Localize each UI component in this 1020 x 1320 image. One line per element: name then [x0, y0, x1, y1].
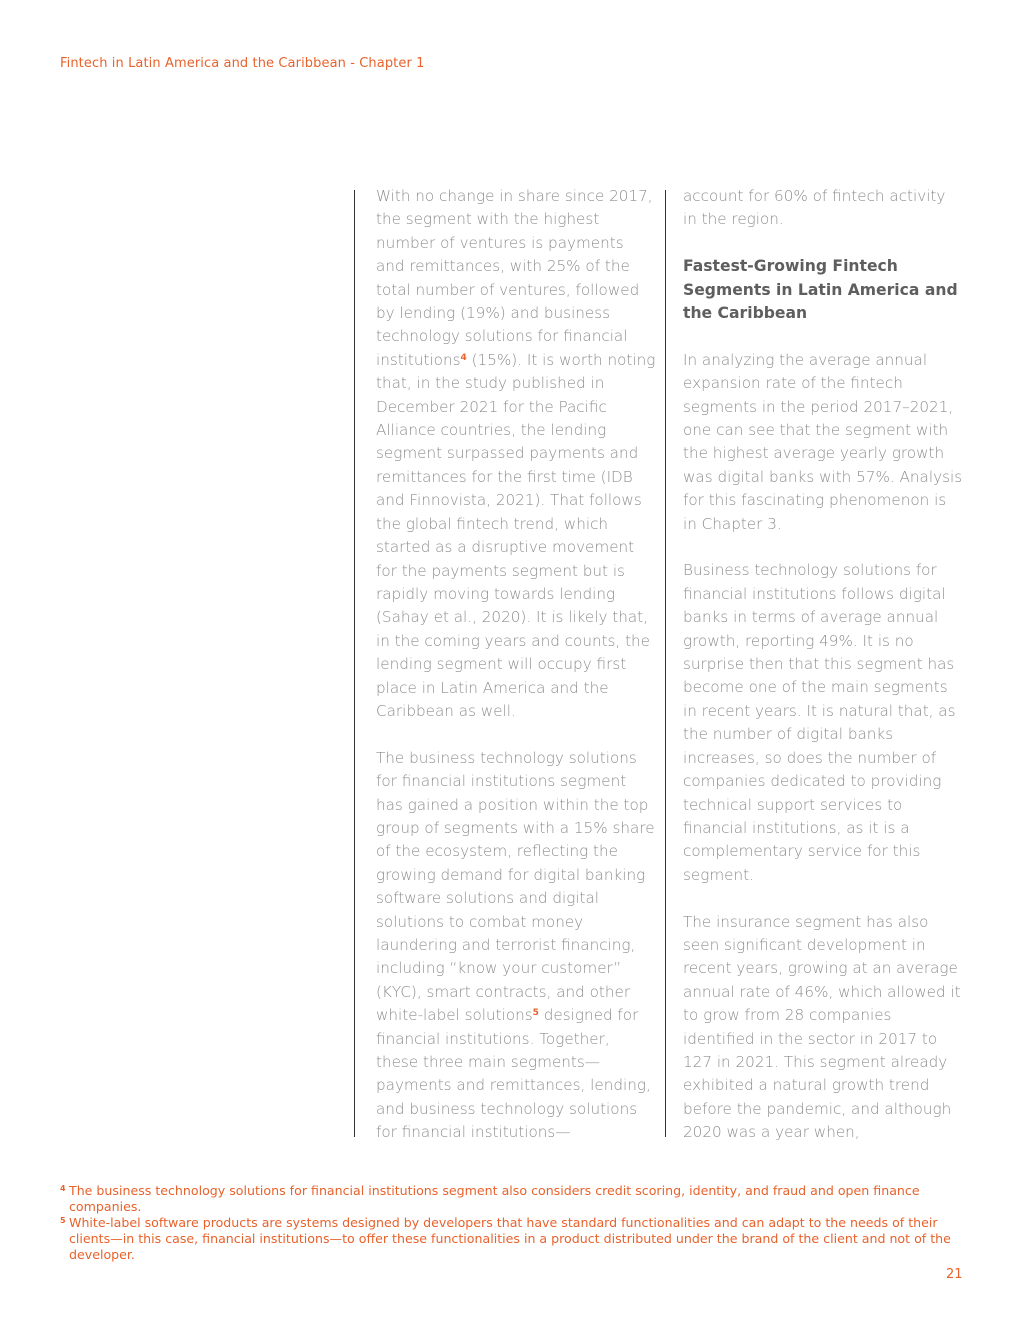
paragraph-2: The business technology solutions for financial institutions segment has gained a position within the top group of segments with a 15% share of the ecosystem, reflecting the growing demand for digital banking software solutions and digital solutions to combat money laundering and terrorist financing, including “know your customer” (KYC), smart contracts, and other white-label solutions$^5$ designed for financial institutions. Together, these three main segments—payments and remittances, lending, and business technology solutions for financial institutions—: [376, 748, 655, 1142]
footnote-text: The business technology solutions for financial institutions segment also considers credit scoring, identity, and fraud and open finance companies.: [69, 1183, 920, 1214]
page-number: 21: [946, 1267, 963, 1282]
paragraph-digital-banks: In analyzing the average annual expansion rate of the fintech segments in the period 2017–2021, one can see that the segment with the highest average yearly growth was digital banks with 57%. Analysis for this fascinating phenomenon is in Chapter 3.: [683, 350, 963, 533]
paragraph-1: With no change in share since 2017, the segment with the highest number of ventures is payments and remittances, with 25% of the total number of ventures, followed by lending (19%) and business technology solutions for financial institutions$^4$ (15%). It is worth noting that, in the study published in December 2021 for the Pacific Alliance countries, the lending segment surpassed payments and remittances for the first time (IDB and Finnovista, 2021). That follows the global fintech trend, which started as a disruptive movement for the payments segment but is rapidly moving towards lending (Sahay et al., 2020). It is likely that, in the coming years and counts, the lending segment will occupy first place in Latin America and the Caribbean as well.: [376, 187, 656, 720]
footnote-4: [60, 1183, 965, 1215]
section-heading: Fastest-Growing Fintech Segments in Latin America and the Caribbean: [683, 257, 958, 323]
footnote-number: 4: [60, 1184, 66, 1193]
paragraph-continued: account for 60% of fintech activity in the region.: [683, 187, 946, 229]
paragraph-insurance: The insurance segment has also seen significant development in recent years, growing at an average annual rate of 46%, which allowed it to grow from 28 companies identified in the sector in 2017 to 127 in 2021. This segment already exhibited a natural growth trend before the pandemic, and although 2020 was a year when,: [683, 912, 961, 1142]
paragraph-business-tech: Business technology solutions for financial institutions follows digital banks in terms of average annual growth, reporting 49%. It is no surprise then that this segment has become one of the main segments in recent years. It is natural that, as the number of digital banks increases, so does the number of companies dedicated to providing technical support services to financial institutions, as it is a complementary service for this segment.: [683, 561, 956, 884]
column-rule-left: [354, 190, 355, 1137]
footnote-ref-5[interactable]: 5: [532, 1008, 539, 1019]
footnote-text: White-label software products are systems designed by developers that have standard functionalities and can adapt to the needs of their clients—in this case, financial institutions—to offer these functionalities in a product distributed under the brand of the client and not of the developer.: [69, 1215, 951, 1262]
footnotes: [60, 1183, 965, 1263]
footnote-5: [60, 1215, 965, 1263]
footnote-ref-4[interactable]: 4: [460, 352, 467, 363]
footnote-number: 5: [60, 1216, 66, 1225]
column-rule-right: [665, 190, 666, 1137]
running-header: Fintech in Latin America and the Caribbean - Chapter 1: [60, 56, 425, 71]
text-column-1: [376, 185, 656, 1168]
text-column-2: [683, 185, 963, 1168]
